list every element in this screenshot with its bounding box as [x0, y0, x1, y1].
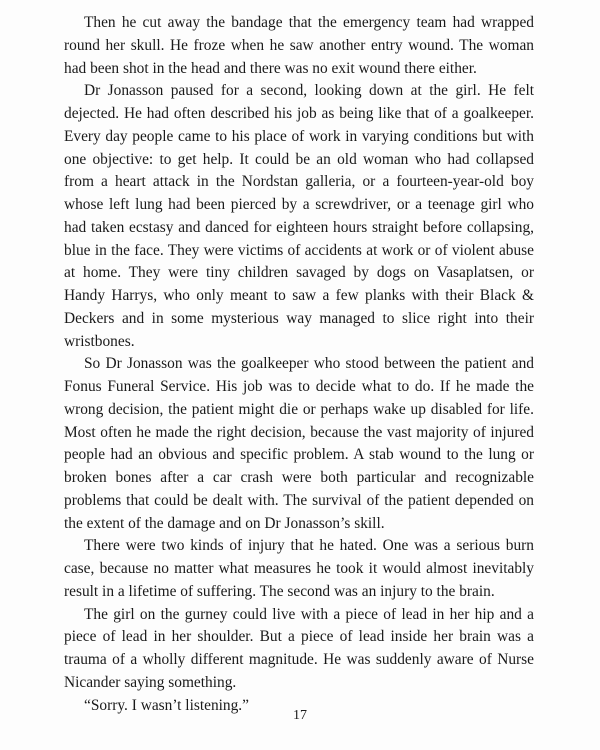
paragraph-5: The girl on the gurney could live with a piece of lead in her hip and a piece of lead in her shoulder. But a piece of lead inside her brain was a trauma of a wholly different magnitude. He was suddenly aware of Nurse Nicander saying something.: [64, 605, 534, 691]
paragraph-6: “Sorry. I wasn’t listening.”: [84, 696, 249, 714]
paragraph-3: So Dr Jonasson was the goalkeeper who stood between the patient and Fonus Funeral Service. His job was to decide what to do. If he made the wrong decision, the patient might die or perhaps wake up disabled for life. Most often he made the right decision, because the vast majority of injured people had an obvious and specific problem. A stab wound to the lung or broken bones after a car crash were both particular and recognizable problems that could be dealt with. The survival of the patient depended on the extent of the damage and on Dr Jonasson’s skill.: [64, 355, 534, 532]
paragraph-2: Dr Jonasson paused for a second, looking down at the girl. He felt dejected. He had often described his job as being like that of a goalkeeper. Every day people came to his place of work in varying conditions but with one objective: to get help. It could be an old woman who had collapsed from a heart attack in the Nordstan galleria, or a fourteen-year-old boy whose left lung had been pierced by a screwdriver, or a teenage girl who had taken ecstasy and danced for eighteen hours straight before collapsing, blue in the face. They were victims of accidents at work or of violent abuse at home. They were tiny children savaged by dogs on Vasaplatsen, or Handy Harrys, who only meant to saw a few planks with their Black & Deckers and in some mysterious way managed to slice right into their wristbones.: [64, 82, 534, 350]
paragraph-4: There were two kinds of injury that he hated. One was a serious burn case, because no matter what measures he took it would almost inevitably result in a lifetime of suffering. The second was an injury to the brain.: [64, 537, 534, 600]
paragraph-1: Then he cut away the bandage that the emergency team had wrapped round her skull. He froze when he saw another entry wound. The woman had been shot in the head and there was no exit wound there either.: [64, 14, 534, 77]
page-number: 17: [293, 708, 307, 723]
body-text: [64, 12, 534, 717]
